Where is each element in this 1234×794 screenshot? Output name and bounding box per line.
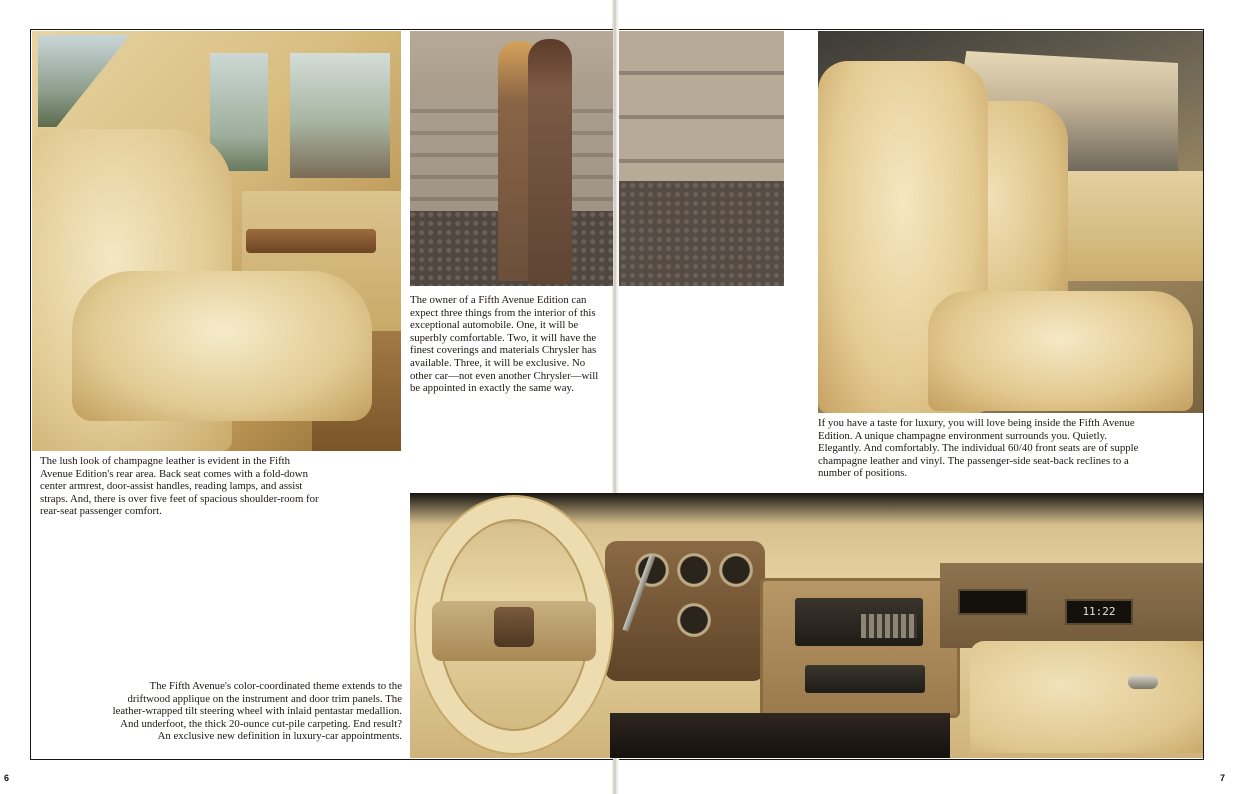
gauge-dial <box>677 603 711 637</box>
gauge-dial <box>719 553 753 587</box>
couple-photo <box>410 31 613 286</box>
left-page-border-bottom <box>30 759 613 760</box>
steering-wheel-hub <box>432 601 596 661</box>
door-armrest <box>246 229 376 253</box>
front-seat-photo <box>818 31 1203 413</box>
floor-console <box>610 713 950 758</box>
radio-unit <box>795 598 923 646</box>
owner-caption: The owner of a Fifth Avenue Edition can expect three things from the interior of this exceptional automobile. One, it will be superbly comfortable. Two, it will have the finest coverings and materials Chrysler has available. Three, it will be exclusive. No other car—not even another Chrysler—will be appointed in exactly the same way. <box>410 294 599 395</box>
rear-window-left <box>38 35 130 127</box>
dash-clock: 11:22 <box>1065 599 1133 625</box>
page-number-left: 6 <box>4 773 10 783</box>
left-page-border-left <box>30 29 31 760</box>
rear-seat-photo <box>32 31 401 451</box>
rear-seat-caption: The lush look of champagne leather is evident in the Fifth Avenue Edition's rear area. Back seat comes with a fold-down center armrest, door-assist handles, reading lamps, and assist straps. And, there is over five feet of spacious shoulder-room for rear-seat passenger comfort. <box>40 455 319 518</box>
rear-window-carriage-view <box>290 53 390 178</box>
right-page-border-top <box>619 29 1204 30</box>
front-seat-caption: If you have a taste for luxury, you will love being inside the Fifth Avenue Edition. A unique champagne environment surrounds you. Quietly. Elegantly. And comfortably. The individual 60/40 front seats are of supple champagne leather and vinyl. The passenger-side seat-back reclines to a number of positions. <box>818 417 1139 480</box>
right-page-border-bottom <box>619 759 1204 760</box>
left-page-border-top <box>30 29 613 30</box>
building-photo <box>619 31 784 286</box>
page-number-right: 7 <box>1220 773 1226 783</box>
rear-seat-cushion <box>72 271 372 421</box>
radio-buttons <box>861 614 917 638</box>
gauge-dial <box>677 553 711 587</box>
glovebox <box>970 641 1203 753</box>
stone-wall <box>619 31 784 181</box>
pentastar-medallion-icon <box>494 607 534 647</box>
glovebox-latch <box>1128 675 1158 689</box>
man-figure <box>528 39 572 284</box>
dash-display <box>958 589 1028 615</box>
building-pavement <box>619 181 784 286</box>
dashboard-caption: The Fifth Avenue's color-coordinated theme extends to the driftwood applique on the instrument and door trim panels. The leather-wrapped tilt steering wheel with inlaid pentastar medallion. And underfoot, the thick 20-ounce cut-pile carpeting. End result? An exclusive new definition in luxury-car appointments. <box>112 680 402 743</box>
dashboard-photo <box>410 493 1203 758</box>
front-seat-cushion <box>928 291 1193 411</box>
right-page-border-right <box>1203 29 1204 760</box>
tape-deck <box>805 665 925 693</box>
